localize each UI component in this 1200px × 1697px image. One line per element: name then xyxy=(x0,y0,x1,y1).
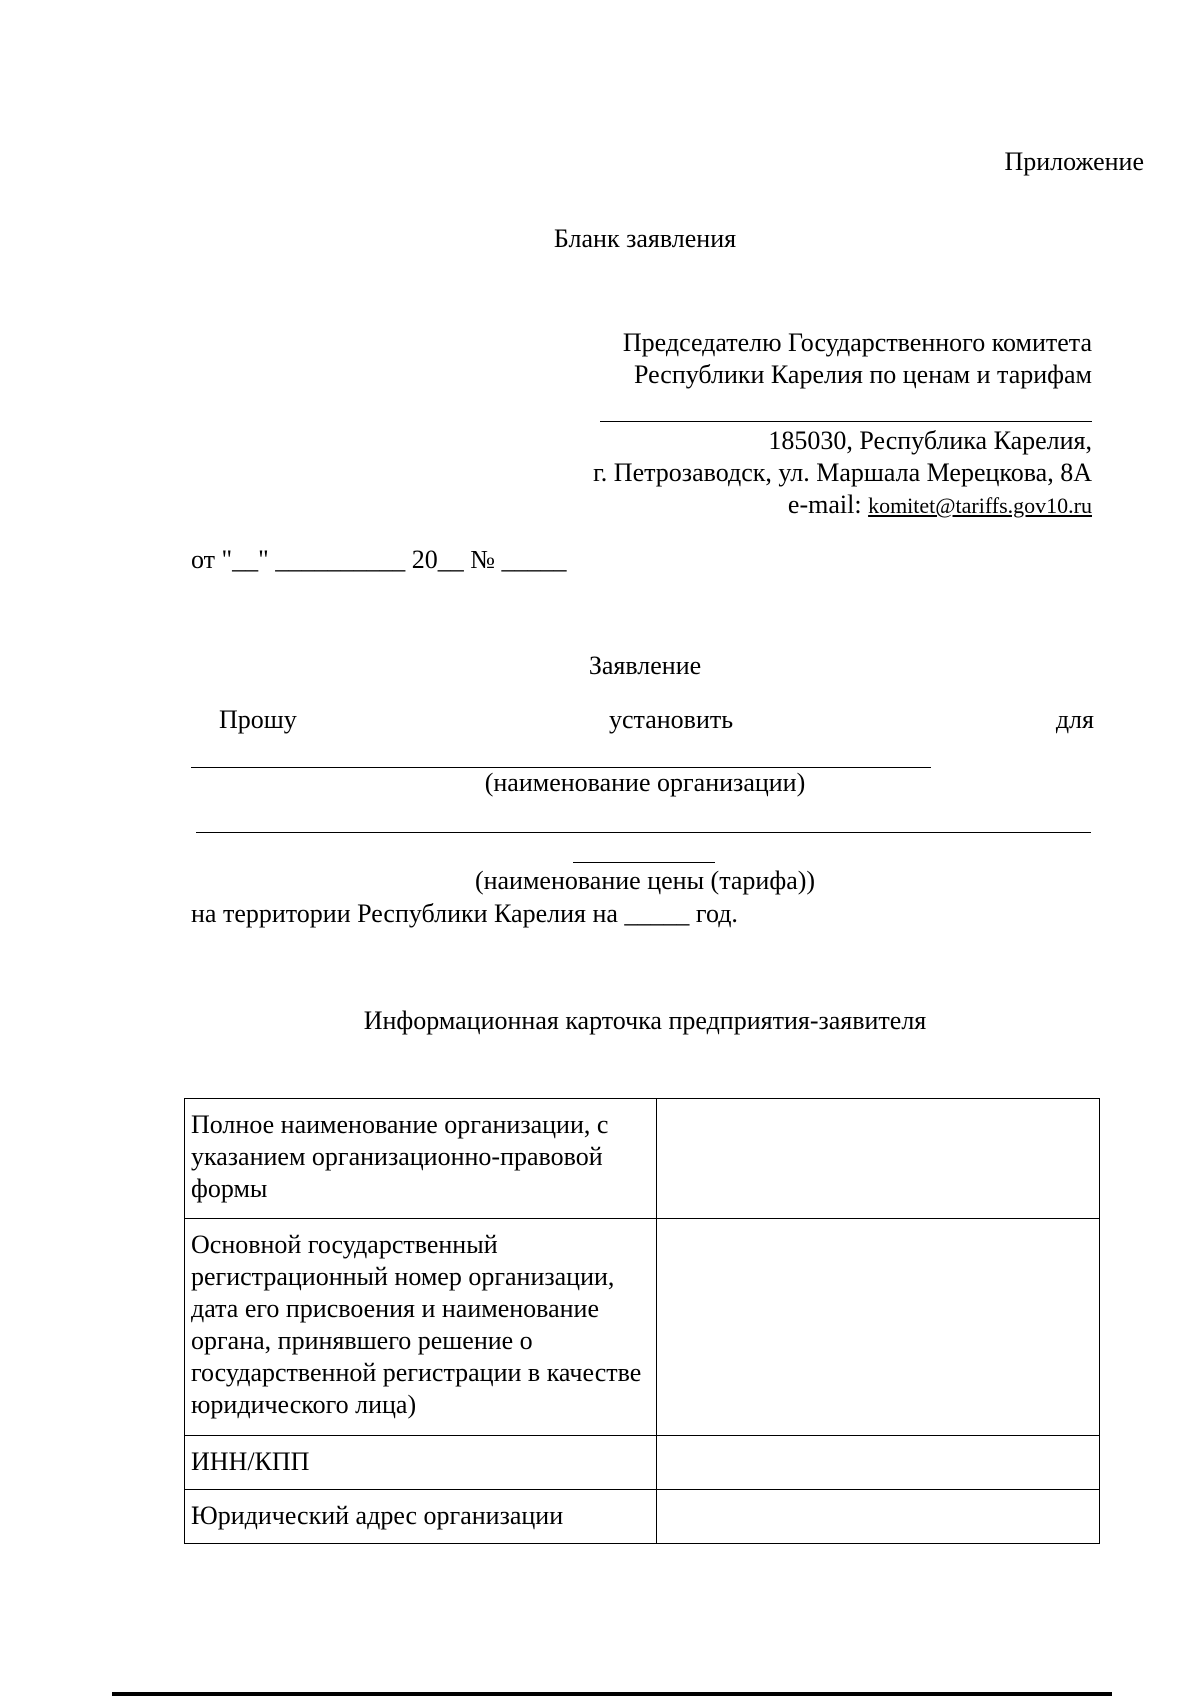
email-link[interactable]: komitet@tariffs.gov10.ru xyxy=(868,493,1092,518)
addressee-block xyxy=(623,327,1092,391)
table-cell-label: Юридический адрес организации xyxy=(185,1490,657,1544)
table-row xyxy=(185,1436,1100,1490)
request-word-3: для xyxy=(1055,705,1094,734)
organization-name-caption: (наименование организации) xyxy=(484,768,806,797)
request-word-1: Прошу xyxy=(219,705,297,734)
addressee-name-underline xyxy=(600,421,1092,422)
email-label: e-mail: xyxy=(787,490,862,519)
table-cell-value[interactable] xyxy=(657,1219,1100,1436)
statement-heading: Заявление xyxy=(588,651,702,680)
price-name-caption: (наименование цены (тарифа)) xyxy=(474,866,816,895)
info-card-table xyxy=(184,1098,1100,1544)
info-card-title: Информационная карточка предприятия-заявителя xyxy=(363,1006,927,1035)
address-line-2: г. Петрозаводск, ул. Маршала Мерецкова, 8А xyxy=(593,458,1092,487)
table-cell-label: Основной государственный регистрационный номер организации, дата его присвоения и наименование органа, принявшего решение о государственной регистрации в качестве юридического лица) xyxy=(185,1219,657,1436)
form-title: Бланк заявления xyxy=(553,224,737,253)
table-cell-value[interactable] xyxy=(657,1490,1100,1544)
email-line xyxy=(593,489,1092,522)
territory-line: на территории Республики Карелия на _____ год. xyxy=(191,899,738,928)
request-word-2: установить xyxy=(609,705,734,734)
table-cell-value[interactable] xyxy=(657,1436,1100,1490)
price-name-underline-2 xyxy=(573,862,715,863)
footer-divider xyxy=(112,1692,1112,1696)
price-name-underline-1 xyxy=(196,832,1091,833)
appendix-label: Приложение xyxy=(1004,147,1144,176)
table-cell-label: Полное наименование организации, с указанием организационно-правовой формы xyxy=(185,1099,657,1219)
addressee-line-1: Председателю Государственного комитета xyxy=(622,328,1092,357)
table-cell-label: ИНН/КПП xyxy=(185,1436,657,1490)
table-row xyxy=(185,1219,1100,1436)
address-line-1: 185030, Республика Карелия, xyxy=(768,426,1092,455)
table-row xyxy=(185,1099,1100,1219)
date-number-line: от "__" __________ 20__ № _____ xyxy=(191,545,567,574)
addressee-line-2: Республики Карелия по ценам и тарифам xyxy=(633,360,1092,389)
table-cell-value[interactable] xyxy=(657,1099,1100,1219)
table-row xyxy=(185,1490,1100,1544)
address-block xyxy=(593,425,1092,522)
